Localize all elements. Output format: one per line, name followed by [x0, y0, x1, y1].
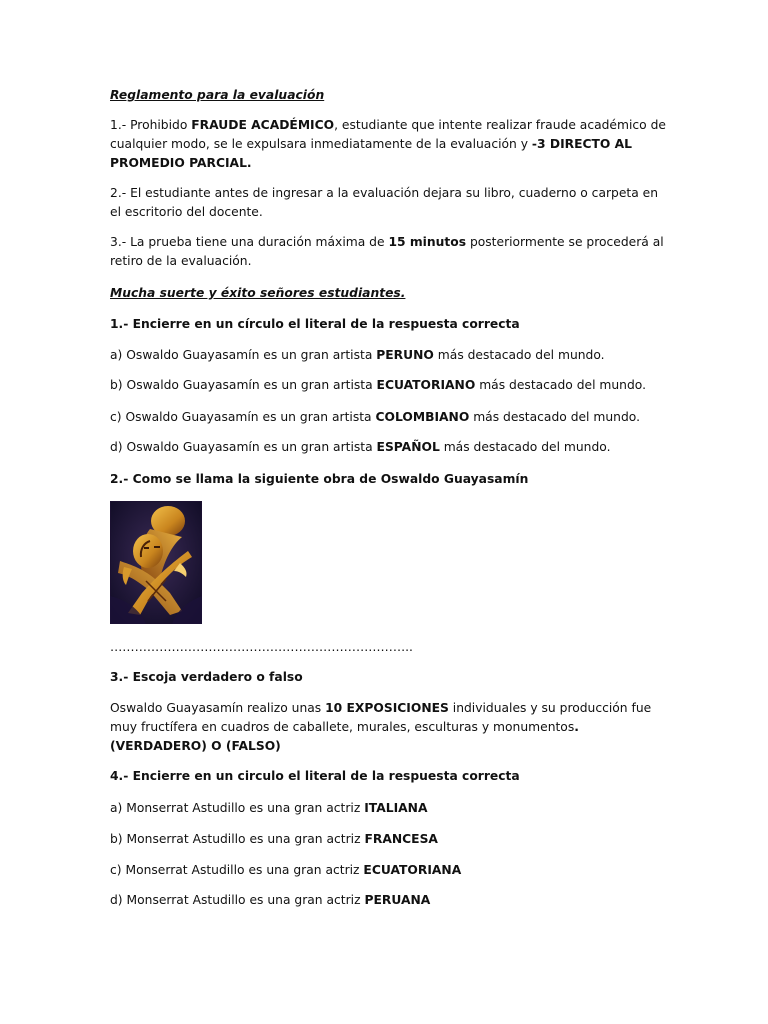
question-2-heading-text: 2.- Como se llama la siguiente obra de Oswaldo Guayasamín	[110, 472, 529, 486]
q4-option-d-bold: PERUANA	[364, 893, 431, 907]
q4-option-b-text: b) Monserrat Astudillo es una gran actriz	[110, 832, 365, 846]
rule-3-bold: 15 minutos	[388, 235, 467, 249]
rule-3-text-b: posteriormente se procederá al retiro de la evaluación.	[110, 235, 664, 268]
q3-bold-b: . (VERDADERO) O (FALSO)	[110, 720, 579, 753]
question-3-statement	[110, 699, 670, 756]
q1-option-d-bold: ESPAÑOL	[376, 440, 440, 454]
rule-2: 2.- El estudiante antes de ingresar a la evaluación dejara su libro, cuaderno o carpeta en el escritorio del docente.	[110, 186, 659, 219]
rules-title: Reglamento para la evaluación	[110, 88, 325, 102]
q1-option-d-text: d) Oswaldo Guayasamín es un gran artista	[110, 440, 377, 454]
q1-option-b-bold: ECUATORIANO	[376, 378, 476, 392]
answer-blank-line: ………………………………………………………………..	[110, 640, 413, 654]
q1-option-c-end: más destacado del mundo.	[469, 410, 640, 424]
question-4-heading-text: 4.- Encierre en un circulo el literal de la respuesta correcta	[110, 769, 520, 783]
q1-option-c	[110, 408, 670, 427]
q4-option-c-bold: ECUATORIANA	[363, 863, 462, 877]
q4-option-b	[110, 830, 670, 849]
q4-option-c-text: c) Monserrat Astudillo es una gran actriz	[110, 863, 364, 877]
q1-option-c-bold: COLOMBIANO	[375, 410, 470, 424]
q1-option-c-text: c) Oswaldo Guayasamín es un gran artista	[110, 410, 376, 424]
question-2-heading	[110, 470, 670, 489]
q4-option-c	[110, 861, 670, 880]
q3-text-b: individuales y su producción fue muy fructífera en cuadros de caballete, murales, esculturas y monumentos	[110, 701, 652, 734]
q1-option-b-text: b) Oswaldo Guayasamín es un gran artista	[110, 378, 377, 392]
q3-text-a: Oswaldo Guayasamín realizo unas	[110, 701, 326, 715]
rule-1-text-a: 1.- Prohibido	[110, 118, 192, 132]
q4-option-d	[110, 891, 670, 910]
question-3-heading	[110, 668, 670, 687]
q4-option-d-text: d) Monserrat Astudillo es una gran actriz	[110, 893, 365, 907]
q1-option-a-end: más destacado del mundo.	[433, 348, 605, 362]
q3-bold-a: 10 EXPOSICIONES	[325, 701, 449, 715]
rule-3-text-a: 3.- La prueba tiene una duración máxima de	[110, 235, 389, 249]
question-4-heading	[110, 767, 670, 786]
rule-1-text-b: , estudiante que intente realizar fraude académico de cualquier modo, se le expulsara inmediatamente de la evaluación y	[110, 118, 666, 151]
rule-1-bold-b: -3 DIRECTO AL PROMEDIO PARCIAL.	[110, 137, 633, 170]
q1-option-d	[110, 438, 670, 457]
question-1-heading	[110, 315, 670, 334]
rule-1	[110, 116, 670, 173]
q1-option-a-bold: PERUNO	[376, 348, 434, 362]
guayasamin-painting-image	[110, 501, 202, 624]
question-1-heading-text: 1.- Encierre en un círculo el literal de la respuesta correcta	[110, 317, 520, 331]
q1-option-b	[110, 376, 670, 395]
q1-option-a-text: a) Oswaldo Guayasamín es un gran artista	[110, 348, 377, 362]
q1-option-b-end: más destacado del mundo.	[475, 378, 646, 392]
good-luck-line: Mucha suerte y éxito señores estudiantes.	[110, 286, 406, 300]
q4-option-b-bold: FRANCESA	[364, 832, 438, 846]
q1-option-d-end: más destacado del mundo.	[439, 440, 611, 454]
q1-option-a	[110, 346, 670, 365]
q4-option-a-text: a) Monserrat Astudillo es una gran actriz	[110, 801, 365, 815]
question-3-heading-text: 3.- Escoja verdadero o falso	[110, 670, 303, 684]
rule-3	[110, 233, 670, 271]
rule-1-bold-a: FRAUDE ACADÉMICO	[191, 118, 335, 132]
q4-option-a	[110, 799, 670, 818]
q4-option-a-bold: ITALIANA	[364, 801, 428, 815]
